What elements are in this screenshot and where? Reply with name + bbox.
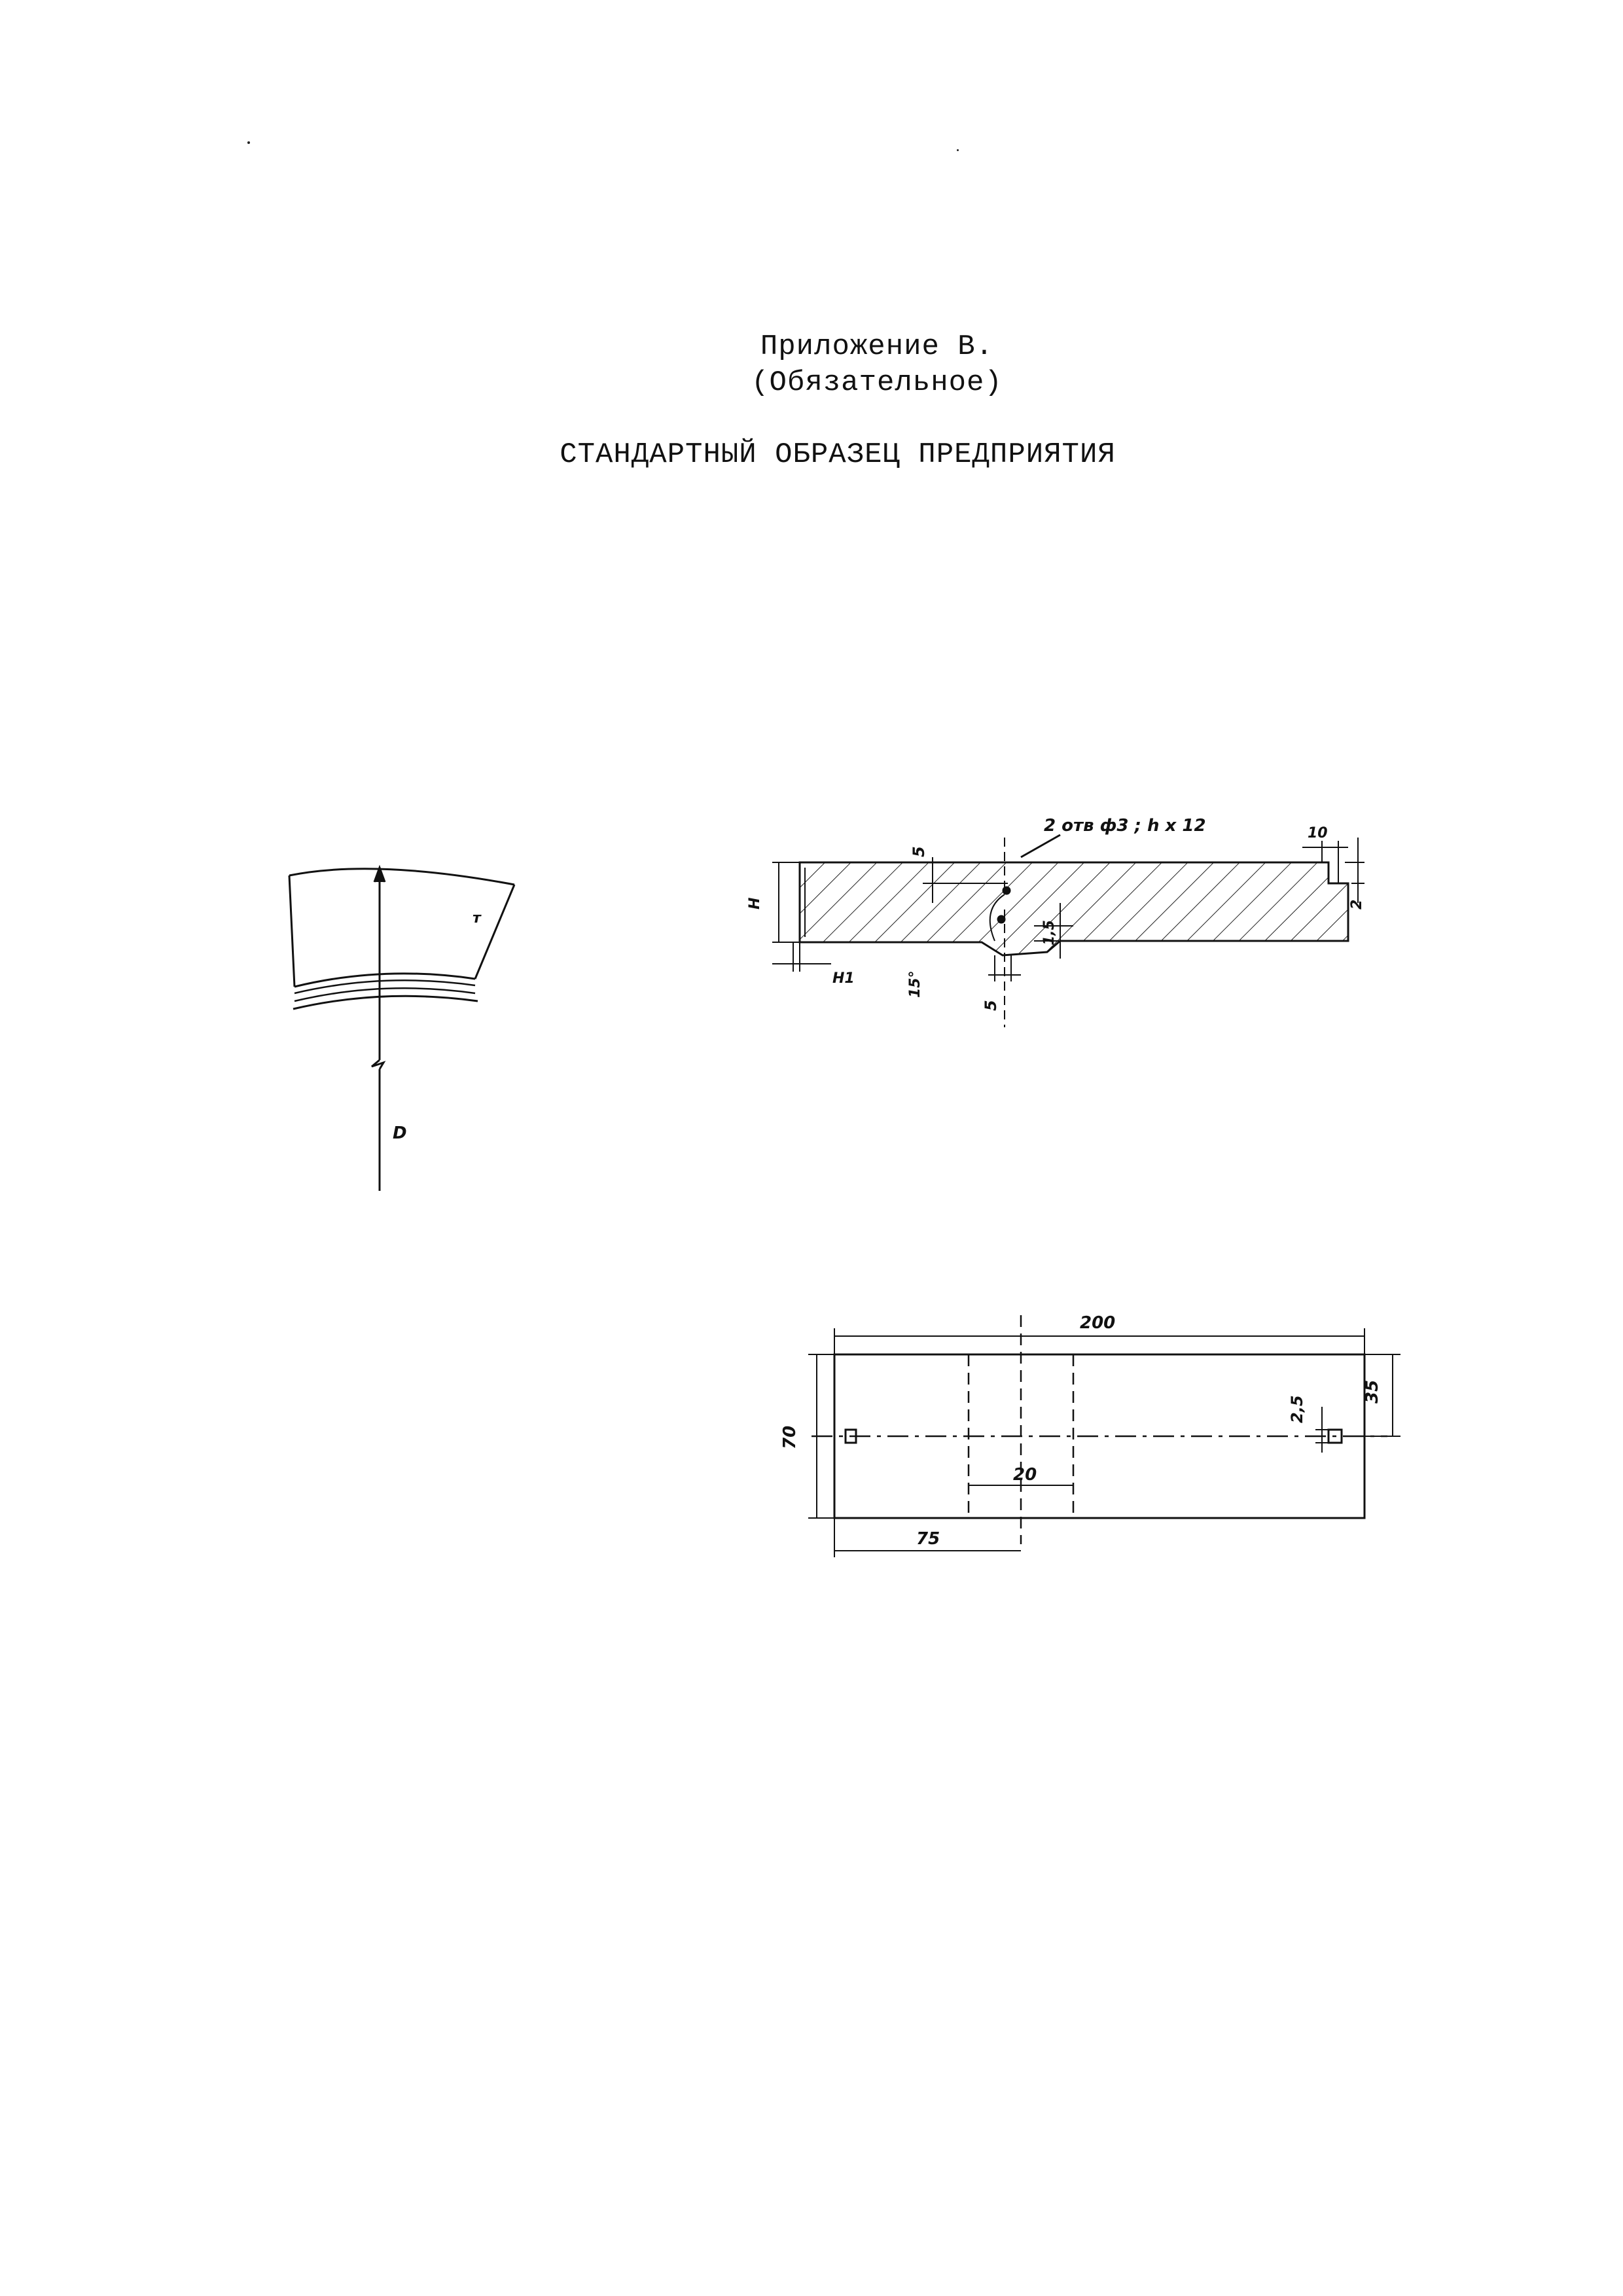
cross-section-drawing xyxy=(746,811,1407,1053)
document-title: СТАНДАРТНЫЙ ОБРАЗЕЦ ПРЕДПРИЯТИЯ xyxy=(560,438,1116,471)
dim-h: H xyxy=(747,897,763,910)
dim-35: 35 xyxy=(1363,1379,1382,1404)
dim-2: 2 xyxy=(1349,899,1365,910)
dim-15-degrees: 15° xyxy=(907,970,923,998)
holes-note: 2 отв ф3 ; h x 12 xyxy=(1044,816,1206,836)
dim-5-bottom: 5 xyxy=(982,1000,1000,1011)
ring-label-d: D xyxy=(393,1123,407,1143)
scan-speck xyxy=(247,141,250,144)
mandatory-subheading: (Обязательное) xyxy=(751,366,1003,399)
dim-200: 200 xyxy=(1080,1313,1116,1333)
dim-2-5: 2,5 xyxy=(1288,1395,1306,1423)
dim-70: 70 xyxy=(780,1425,800,1449)
dim-75: 75 xyxy=(916,1529,940,1549)
dim-h1: H1 xyxy=(832,970,855,987)
plan-view-drawing xyxy=(772,1296,1414,1583)
appendix-heading: Приложение В. xyxy=(760,330,994,363)
dim-10: 10 xyxy=(1308,825,1328,841)
ring-segment-drawing xyxy=(262,844,537,1210)
ring-label-t: т xyxy=(473,910,481,927)
dim-5-top: 5 xyxy=(910,846,928,857)
dim-20: 20 xyxy=(1013,1465,1037,1485)
dim-1-5: 1,5 xyxy=(1041,920,1058,945)
scan-speck xyxy=(957,149,959,151)
